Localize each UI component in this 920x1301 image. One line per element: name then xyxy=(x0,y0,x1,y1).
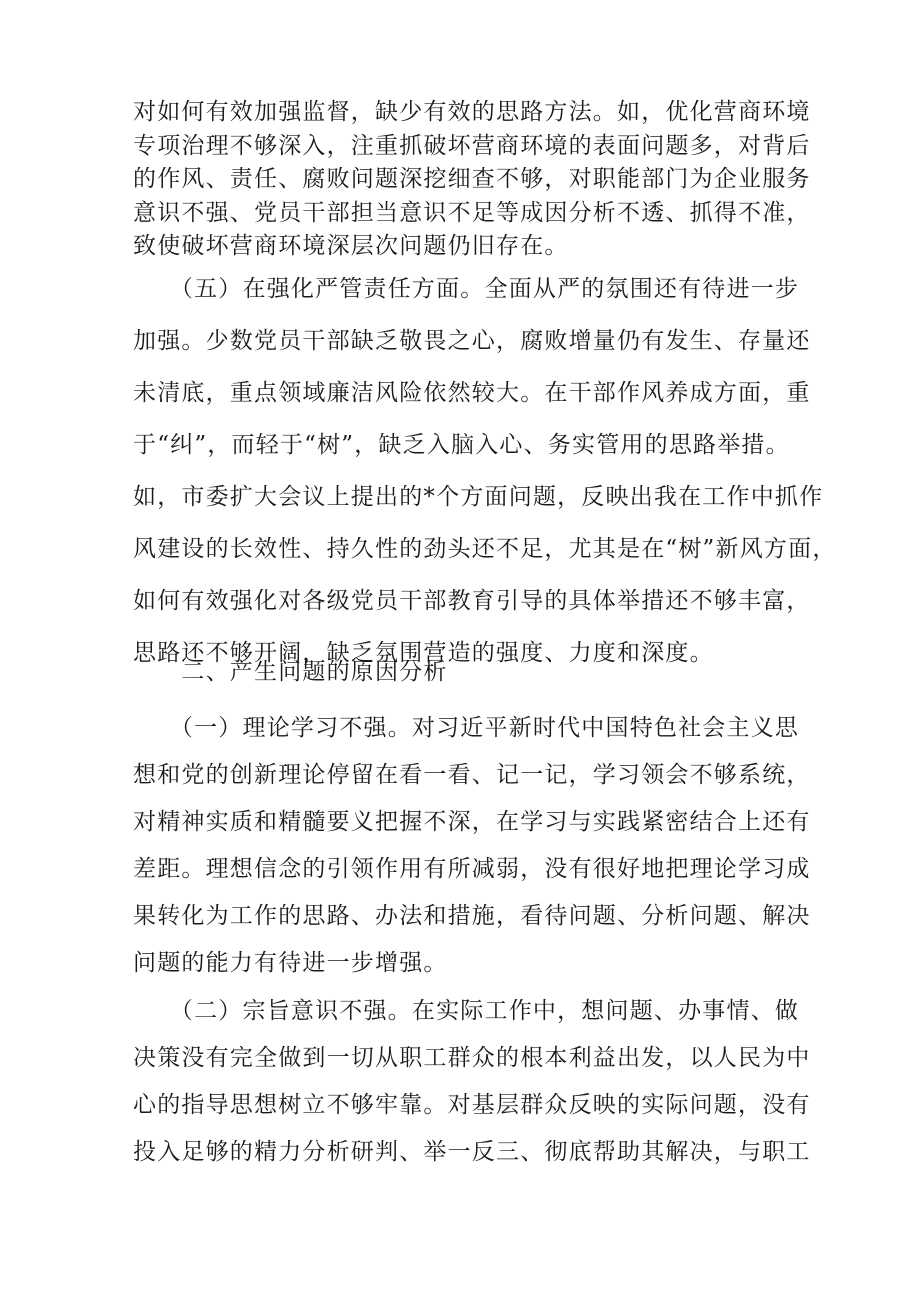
text-line: 思路还不够开阔，缺乏氛围营造的强度、力度和深度。 xyxy=(133,640,714,666)
text-line: 风建设的长效性、持久性的劲头还不足，尤其是在“树”新风方面， xyxy=(133,536,837,562)
text-line: 对如何有效加强监督，缺少有效的思路方法。如，优化营商环境 xyxy=(133,99,811,125)
text-line: 想和党的创新理论停留在看一看、记一记，学习领会不够系统， xyxy=(133,762,811,788)
text-line: 致使破坏营商环境深层次问题仍旧存在。 xyxy=(133,233,569,259)
text-line: 专项治理不够深入，注重抓破坏营商环境的表面问题多，对背后 xyxy=(133,132,811,159)
text-line: 的作风、责任、腐败问题深挖细查不够，对职能部门为企业服务 xyxy=(133,166,811,192)
paragraph-supervision xyxy=(133,96,811,264)
text-line: 对精神实质和精髓要义把握不深，在学习与实践紧密结合上还有 xyxy=(133,809,811,835)
section-heading-cause-analysis xyxy=(133,656,797,690)
text-line: 如何有效强化对各级党员干部教育引导的具体举措还不够丰富， xyxy=(133,588,811,614)
text-line: 于“纠”，而轻于“树”，缺乏入脑入心、务实管用的思路举措。 xyxy=(133,432,790,458)
text-line: 加强。少数党员干部缺乏敬畏之心，腐败增量仍有发生、存量还 xyxy=(133,328,811,354)
paragraph-theory-study xyxy=(133,705,811,987)
text-line: 未清底，重点领域廉洁风险依然较大。在干部作风养成方面，重 xyxy=(133,380,811,406)
paragraph-strict-management xyxy=(133,263,837,679)
text-line: 果转化为工作的思路、办法和措施，看待问题、分析问题、解决 xyxy=(133,903,811,929)
paragraph-purpose-awareness xyxy=(133,988,811,1176)
heading-line: 二、产生问题的原因分析 xyxy=(133,659,448,685)
text-line: 意识不强、党员干部担当意识不足等成因分析不透、抓得不准， xyxy=(133,199,811,226)
text-line: 决策没有完全做到一切从职工群众的根本利益出发，以人民为中 xyxy=(133,1045,811,1071)
text-line: （五）在强化严管责任方面。全面从严的氛围还有待进一步 xyxy=(133,276,800,302)
text-line: 差距。理想信念的引领作用有所减弱，没有很好地把理论学习成 xyxy=(133,856,811,882)
text-line: 心的指导思想树立不够牢靠。对基层群众反映的实际问题，没有 xyxy=(133,1092,811,1118)
text-line: 如，市委扩大会议上提出的*个方面问题，反映出我在工作中抓作 xyxy=(133,484,824,510)
text-line: （二）宗旨意识不强。在实际工作中，想问题、办事情、做 xyxy=(133,998,800,1024)
text-line: 问题的能力有待进一步增强。 xyxy=(133,950,448,976)
text-line: （一）理论学习不强。对习近平新时代中国特色社会主义思 xyxy=(133,715,800,741)
text-line: 投入足够的精力分析研判、举一反三、彻底帮助其解决，与职工 xyxy=(133,1139,811,1165)
